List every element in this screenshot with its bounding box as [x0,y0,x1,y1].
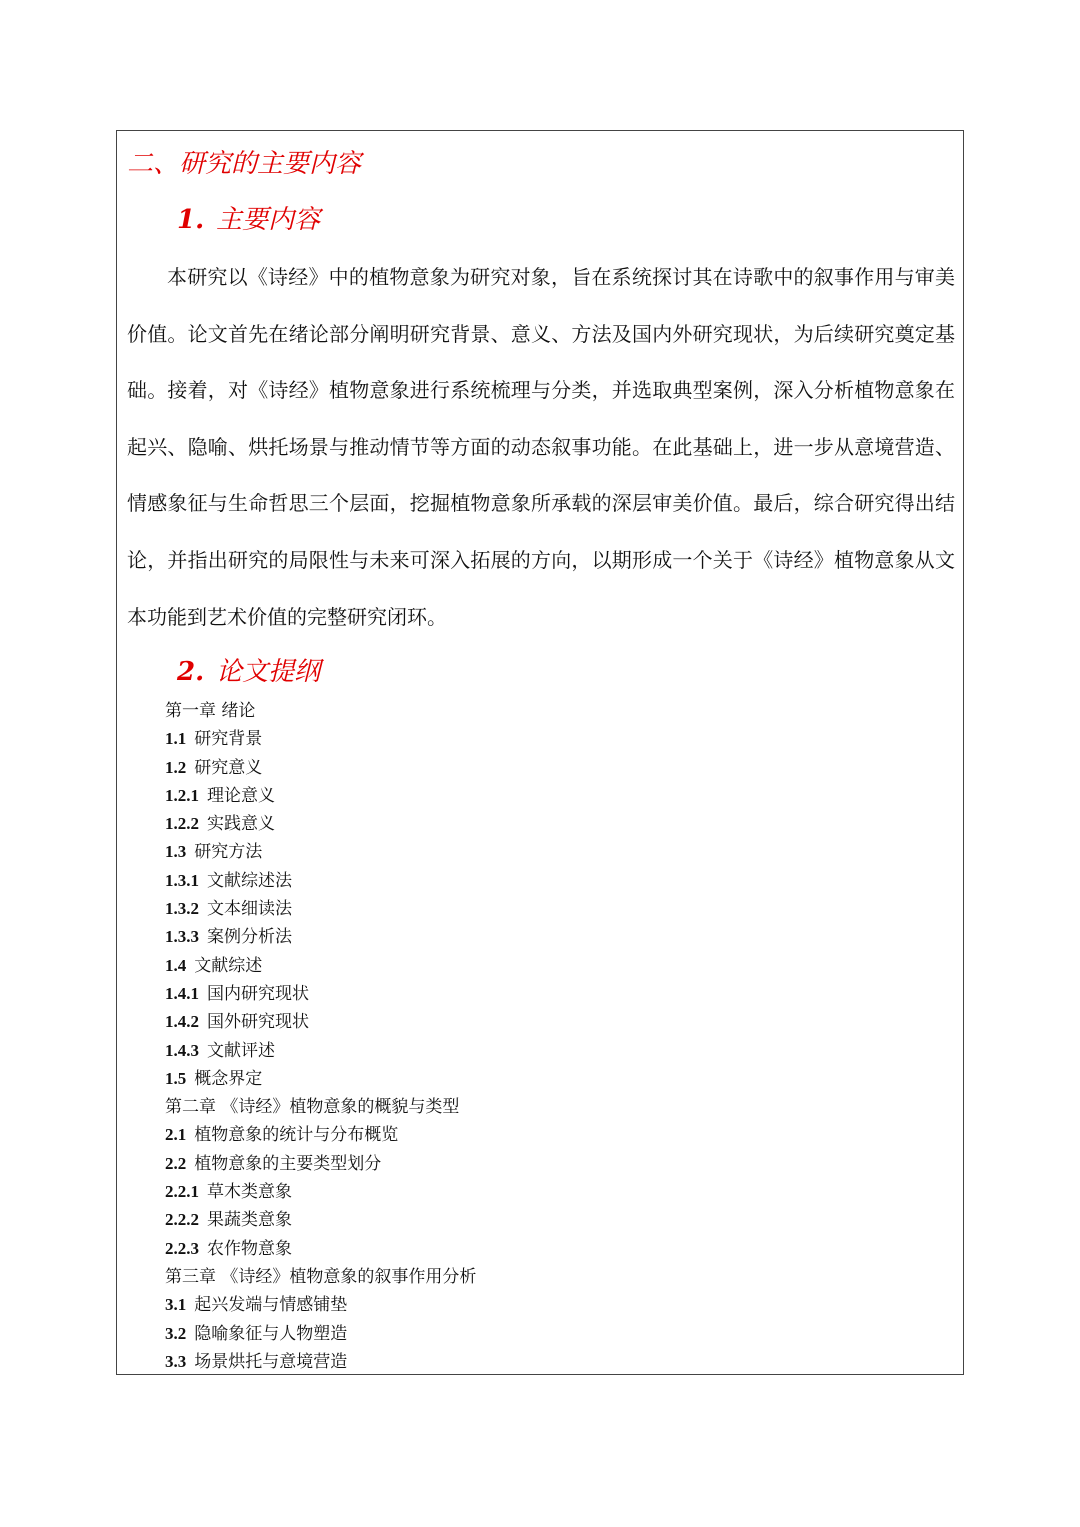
subsection-title-outline [177,651,320,688]
outline-item-text: 研究背景 [194,729,263,750]
outline-item [165,980,476,1008]
outline-item-text: 草木类意象 [207,1182,292,1203]
outline-item [165,1206,476,1234]
subsection-number: 1. [177,205,205,235]
outline-item [165,1093,476,1121]
outline-item-text: 国外研究现状 [207,1012,309,1033]
subsection-label: 主要内容 [216,205,321,235]
outline-item-number: 1.3.1 [165,870,199,890]
outline-item [165,782,476,810]
outline-item [165,1121,476,1149]
outline-item-number: 2.2 [165,1153,187,1173]
subsection-title-main-content [177,199,320,236]
outline-item-text: 文献综述 [194,955,263,976]
outline-item-text: 实践意义 [207,814,275,835]
outline-item-text: 隐喻象征与人物塑造 [194,1323,348,1344]
outline-item [165,1235,476,1263]
outline-item-number: 1.4 [165,955,187,975]
subsection-label: 论文提纲 [216,657,321,687]
outline-item-number: 3.2 [165,1323,187,1343]
outline-item-number: 1.4.2 [165,1012,199,1032]
outline-item-text: 第三章 《诗经》植物意象的叙事作用分析 [165,1266,477,1287]
outline-item [165,1291,476,1319]
outline-item-text: 研究方法 [194,842,263,863]
outline-item-number: 2.1 [165,1125,187,1145]
outline-item [165,895,476,923]
outline-item [165,1037,476,1065]
outline-item-number: 1.3 [165,842,187,862]
outline-item [165,1065,476,1093]
outline-item [165,838,476,866]
outline-item-text: 起兴发端与情感铺垫 [194,1295,348,1316]
outline-item-number: 1.4.3 [165,1040,199,1060]
outline-item [165,1320,476,1348]
outline-item-text: 国内研究现状 [207,983,309,1004]
outline-item [165,754,476,782]
outline-item-text: 植物意象的统计与分布概览 [194,1125,399,1146]
outline-item-text: 第二章 《诗经》植物意象的概貌与类型 [165,1097,460,1118]
thesis-outline [165,697,476,1376]
outline-item-number: 1.3.2 [165,899,199,919]
outline-item-text: 文本细读法 [207,899,292,920]
outline-item [165,952,476,980]
outline-item-text: 果蔬类意象 [207,1210,292,1231]
outline-item [165,1348,476,1376]
subsection-number: 2. [177,657,205,687]
outline-item [165,697,476,725]
outline-item [165,867,476,895]
outline-item-text: 农作物意象 [207,1238,292,1259]
outline-item-number: 1.1 [165,729,187,749]
outline-item [165,1178,476,1206]
outline-item-number: 2.2.2 [165,1210,199,1230]
outline-item [165,923,476,951]
outline-item-text: 研究意义 [194,757,263,778]
outline-item-number: 3.3 [165,1351,187,1371]
outline-item-text: 文献综述法 [207,870,292,891]
outline-item [165,1263,476,1291]
outline-item [165,725,476,753]
outline-item-text: 场景烘托与意境营造 [194,1351,348,1372]
outline-item-number: 1.2.1 [165,785,199,805]
section-title: 二、研究的主要内容 [127,149,362,179]
content-frame [116,130,964,1375]
outline-item-number: 1.4.1 [165,983,199,1003]
outline-item-text: 文献评述 [207,1040,275,1061]
outline-item-number: 2.2.3 [165,1238,199,1258]
outline-item-text: 植物意象的主要类型划分 [194,1153,382,1174]
outline-item-number: 1.2 [165,757,187,777]
outline-item [165,1150,476,1178]
outline-item-number: 1.2.2 [165,814,199,834]
outline-item-text: 理论意义 [207,785,275,806]
outline-item-number: 1.3.3 [165,927,199,947]
outline-item-number: 3.1 [165,1295,187,1315]
outline-item [165,1008,476,1036]
outline-item-text: 概念界定 [194,1068,263,1089]
outline-item-text: 案例分析法 [207,927,292,948]
outline-item-text: 第一章 绪论 [165,701,256,721]
outline-item-number: 1.5 [165,1068,187,1088]
main-content-paragraph: 本研究以《诗经》中的植物意象为研究对象，旨在系统探讨其在诗歌中的叙事作用与审美价值。论文首先在绪论部分阐明研究背景、意义、方法及国内外研究现状，为后续研究奠定基础。接着，对《诗经》植物意象进行系统梳理与分类，并选取典型案例，深入分析植物意象在起兴、隐喻、烘托场景与推动情节等方面的动态叙事功能。在此基础上，进一步从意境营造、情感象征与生命哲思三个层面，挖掘植物意象所承载的深层审美价值。最后，综合研究得出结论，并指出研究的局限性与未来可深入拓展的方向，以期形成一个关于《诗经》植物意象从文本功能到艺术价值的完整研究闭环。 [127,265,955,629]
outline-item-number: 2.2.1 [165,1182,199,1202]
outline-item [165,810,476,838]
